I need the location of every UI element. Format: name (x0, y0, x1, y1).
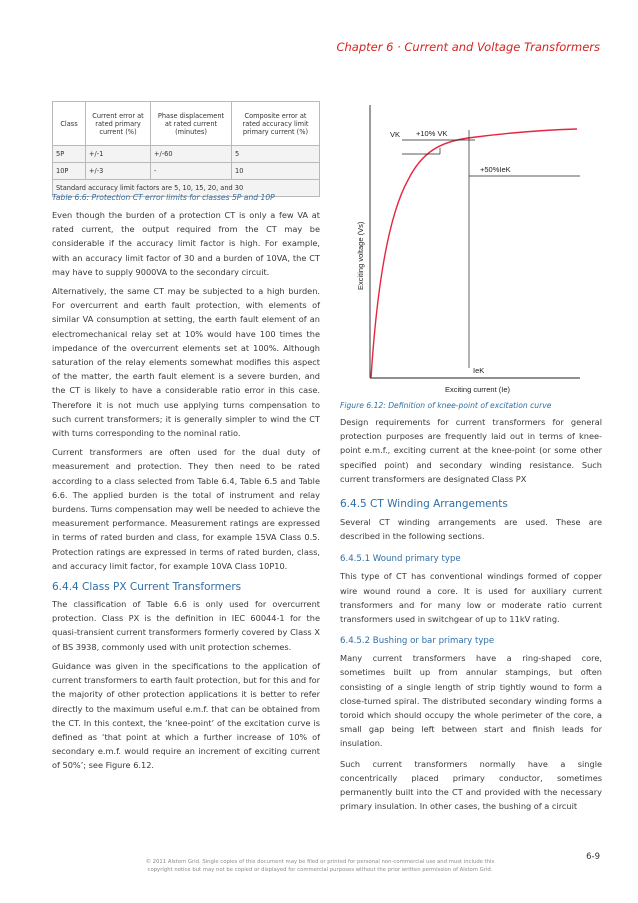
paragraph: Several CT winding arrangements are used. These are described in the following sections. (340, 517, 602, 542)
paragraph: Current transformers are often used for the dual duty of measurement and protection. They then need to be rated according to a class selected from Table 6.4, Table 6.5 and Table 6.6. The applied burden is the total of instrument and relay burdens. Turns compensation may well be needed to achieve the measurement performance. Measurement ratings are expressed in terms of rated burden and class, for example 15VA Class 0.5. Protection ratings are expressed in terms of rated burden, class, and accuracy limit factor, for example 10VA Class 10P10. (52, 447, 320, 571)
table-cell: +/-1 (86, 146, 151, 163)
vk-label: VK (390, 130, 401, 139)
excitation-curve-chart (340, 100, 605, 400)
table-header-cell: Current error at rated primary current (%) (86, 102, 151, 146)
plus10-label: +10% VK (416, 129, 448, 138)
section-heading: 6.4.5 CT Winding Arrangements (340, 498, 508, 511)
table-header-cell: Phase displacement at rated current (minutes) (151, 102, 232, 146)
table-cell: 10P (53, 163, 86, 180)
left-column (52, 193, 320, 773)
paragraph: Many current transformers have a ring-shaped core, sometimes built up from annular stampings, but often consisting of a single length of strip tightly wound to form a close-turned spiral. The distributed secondary winding forms a toroid which should occupy the whole perimeter of the core, a small gap being left between start and finish leads for insulation. (340, 653, 602, 749)
excitation-figure (340, 100, 605, 404)
table-header-cell: Class (53, 102, 86, 146)
plus50-label: +50%IeK (480, 165, 511, 174)
table-header-cell: Composite error at rated accuracy limit primary current (%) (232, 102, 320, 146)
figure-caption: Figure 6.12: Definition of knee-point of excitation curve (340, 401, 552, 410)
copyright-footer (95, 858, 545, 874)
iek-label: IeK (473, 366, 485, 375)
paragraph: Design requirements for current transformers for general protection purposes are frequently laid out in terms of knee-point e.m.f., exciting current at the knee-point (or some other specified point) and secondary winding resistance. Such current transformers are designated Class PX (340, 417, 602, 484)
paragraph: Such current transformers normally have a single concentrically placed primary conductor, sometimes permanently built into the CT and provided with the necessary primary insulation. In other cases, the bushing of a circuit (340, 758, 602, 812)
right-column (340, 401, 602, 813)
ct-error-table (52, 101, 320, 197)
paragraph: Alternatively, the same CT may be subjected to a high burden. For overcurrent and earth fault protection, with elements of similar VA consumption at setting, the earth fault element of an electromechanical relay set at 10% would have 100 times the impedance of the overcurrent elements set at 100%. Although saturation of the relay elements somewhat modifies this aspect of the matter, the earth fault element is a severe burden, and the CT is likely to have a considerable ratio error in this case. Therefore it is not much use applying turns compensation to such current transformers; it is generally simpler to wind the CT with turns corresponding to the nominal ratio. (52, 286, 320, 439)
x-axis-label: Exciting current (Ie) (445, 385, 511, 394)
table-cell: 5P (53, 146, 86, 163)
section-heading: 6.4.4 Class PX Current Transformers (52, 581, 242, 594)
excitation-curve (371, 129, 577, 378)
table-caption: Table 6.6: Protection CT error limits for classes 5P and 10P (52, 193, 275, 202)
paragraph: The classification of Table 6.6 is only used for overcurrent protection. Class PX is the definition in IEC 60044-1 for the quasi-transient current transformers formerly covered by Class X of BS 3938, commonly used with unit protection schemes. (52, 599, 320, 652)
table-cell: 10 (232, 163, 320, 180)
copyright-line: copyright notice but may not be copied or displayed for commercial purposes without the prior written permission of Alstom Grid. (147, 867, 493, 873)
y-axis-label: Exciting voltage (Vs) (356, 221, 365, 290)
paragraph: This type of CT has conventional windings formed of copper wire wound round a core. It is used for auxiliary current transformers and for many low or moderate ratio current transformers used in switchgear of up to 11kV rating. (340, 571, 602, 625)
table-cell: 5 (232, 146, 320, 163)
paragraph: Guidance was given in the specifications to the application of current transformers to earth fault protection, but for this and for the majority of other protection applications it is better to refer directly to the maximum useful e.m.f. that can be obtained from the CT. In this context, the ‘knee-point’ of the excitation curve is defined as ‘that point at which a further increase of 10% of secondary e.m.f. would require an increment of exciting current of 50%’; see Figure 6.12. (52, 660, 320, 771)
table-cell: +/-60 (151, 146, 232, 163)
chapter-header: Chapter 6 · Current and Voltage Transformers (336, 40, 600, 54)
subsection-heading: 6.4.5.2 Bushing or bar primary type (340, 636, 495, 647)
copyright-line: © 2011 Alstom Grid. Single copies of this document may be filed or printed for personal non-commercial use and must include this (145, 859, 495, 865)
table-row (53, 146, 320, 163)
page-number: 6-9 (586, 852, 600, 862)
table-row (53, 163, 320, 180)
table-cell: +/-3 (86, 163, 151, 180)
table-cell: - (151, 163, 232, 180)
table-note: Standard accuracy limit factors are 5, 10, 15, 20, and 30 (53, 180, 320, 197)
paragraph: Even though the burden of a protection CT is only a few VA at rated current, the output required from the CT may be considerable if the accuracy limit factor is high. For example, with an accuracy limit factor of 30 and a burden of 10VA, the CT may have to supply 9000VA to the secondary circuit. (52, 210, 320, 277)
table-header-row (53, 102, 320, 146)
subsection-heading: 6.4.5.1 Wound primary type (340, 554, 461, 565)
